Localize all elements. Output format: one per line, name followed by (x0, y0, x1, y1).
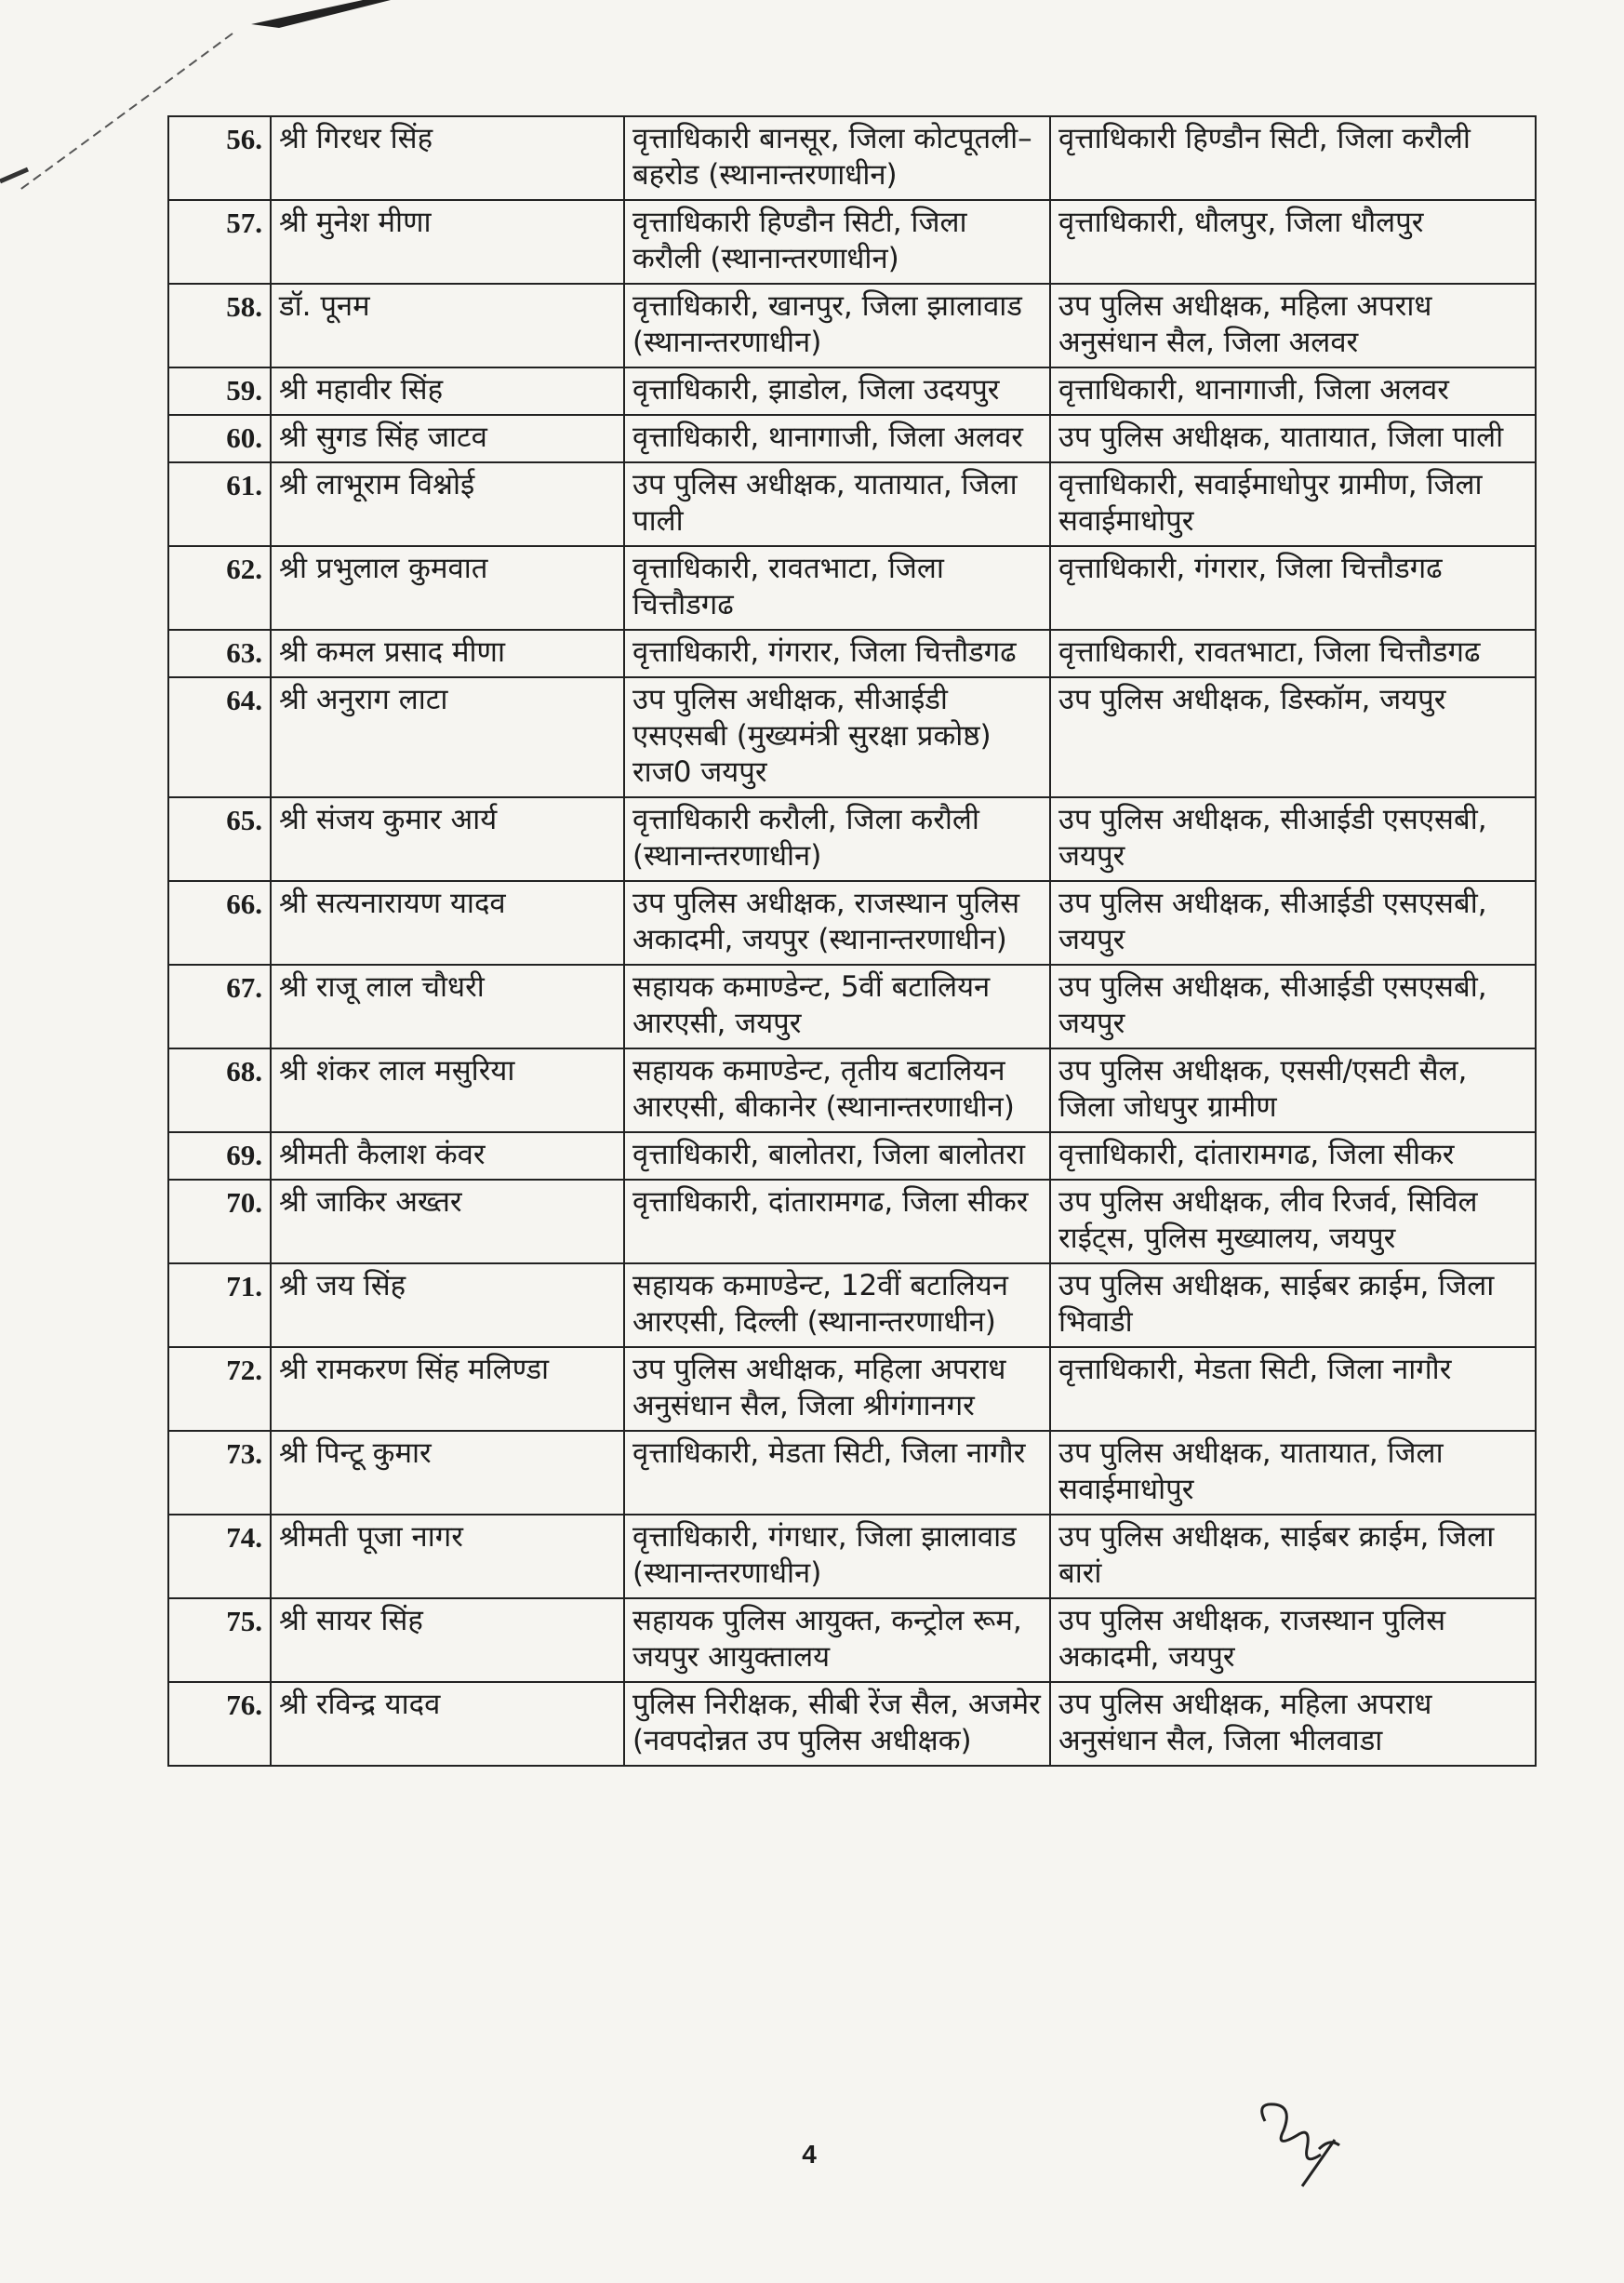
new-posting-cell: उप पुलिस अधीक्षक, यातायात, जिला सवाईमाधोपुर (1050, 1431, 1536, 1515)
serial-number-cell: 75. (168, 1598, 271, 1682)
table-row (168, 284, 1536, 367)
serial-number-cell: 64. (168, 677, 271, 797)
serial-number-cell: 65. (168, 797, 271, 881)
serial-number-cell: 69. (168, 1132, 271, 1180)
officer-name-cell: श्री लाभूराम विश्नोई (271, 462, 624, 546)
table-row (168, 1598, 1536, 1682)
transfer-table-body (168, 116, 1536, 1766)
officer-name-cell: श्री सत्यनारायण यादव (271, 881, 624, 965)
current-posting-cell: वृत्ताधिकारी बानसूर, जिला कोटपूतली–बहरोड (स्थानान्तरणाधीन) (624, 116, 1050, 200)
current-posting-cell: पुलिस निरीक्षक, सीबी रेंज सैल, अजमेर (नवपदोन्नत उप पुलिस अधीक्षक) (624, 1682, 1050, 1766)
table-row (168, 1263, 1536, 1347)
officer-name-cell: श्री जय सिंह (271, 1263, 624, 1347)
officer-name-cell: श्रीमती कैलाश कंवर (271, 1132, 624, 1180)
officer-name-cell: श्री संजय कुमार आर्य (271, 797, 624, 881)
table-row (168, 367, 1536, 415)
officer-name-cell: श्री प्रभुलाल कुमवात (271, 546, 624, 630)
new-posting-cell: उप पुलिस अधीक्षक, सीआईडी एसएसबी, जयपुर (1050, 965, 1536, 1048)
current-posting-cell: वृत्ताधिकारी, दांतारामगढ, जिला सीकर (624, 1180, 1050, 1263)
serial-number-cell: 73. (168, 1431, 271, 1515)
current-posting-cell: सहायक पुलिस आयुक्त, कन्ट्रोल रूम, जयपुर आयुक्तालय (624, 1598, 1050, 1682)
officer-name-cell: श्री मुनेश मीणा (271, 200, 624, 284)
transfer-table (167, 115, 1537, 1767)
officer-name-cell: श्री पिन्टू कुमार (271, 1431, 624, 1515)
new-posting-cell: वृत्ताधिकारी, मेडता सिटी, जिला नागौर (1050, 1347, 1536, 1431)
officer-name-cell: श्री सायर सिंह (271, 1598, 624, 1682)
table-row (168, 200, 1536, 284)
table-row (168, 1132, 1536, 1180)
table-row (168, 1515, 1536, 1598)
table-row (168, 677, 1536, 797)
officer-name-cell: डॉ. पूनम (271, 284, 624, 367)
officer-name-cell: श्री राजू लाल चौधरी (271, 965, 624, 1048)
table-row (168, 1048, 1536, 1132)
current-posting-cell: उप पुलिस अधीक्षक, सीआईडी एसएसबी (मुख्यमंत्री सुरक्षा प्रकोष्ठ) राज0 जयपुर (624, 677, 1050, 797)
serial-number-cell: 70. (168, 1180, 271, 1263)
serial-number-cell: 66. (168, 881, 271, 965)
current-posting-cell: उप पुलिस अधीक्षक, महिला अपराध अनुसंधान सैल, जिला श्रीगंगानगर (624, 1347, 1050, 1431)
serial-number-cell: 59. (168, 367, 271, 415)
signature-mark (1246, 2084, 1395, 2196)
current-posting-cell: वृत्ताधिकारी, झाडोल, जिला उदयपुर (624, 367, 1050, 415)
serial-number-cell: 72. (168, 1347, 271, 1431)
officer-name-cell: श्री अनुराग लाटा (271, 677, 624, 797)
new-posting-cell: उप पुलिस अधीक्षक, साईबर क्राईम, जिला बारां (1050, 1515, 1536, 1598)
table-row (168, 1347, 1536, 1431)
new-posting-cell: वृत्ताधिकारी, सवाईमाधोपुर ग्रामीण, जिला सवाईमाधोपुर (1050, 462, 1536, 546)
serial-number-cell: 68. (168, 1048, 271, 1132)
current-posting-cell: वृत्ताधिकारी, रावतभाटा, जिला चित्तौडगढ (624, 546, 1050, 630)
officer-name-cell: श्री रामकरण सिंह मलिण्डा (271, 1347, 624, 1431)
officer-name-cell: श्री शंकर लाल मसुरिया (271, 1048, 624, 1132)
current-posting-cell: वृत्ताधिकारी, खानपुर, जिला झालावाड (स्थानान्तरणाधीन) (624, 284, 1050, 367)
new-posting-cell: वृत्ताधिकारी, धौलपुर, जिला धौलपुर (1050, 200, 1536, 284)
officer-name-cell: श्री रविन्द्र यादव (271, 1682, 624, 1766)
current-posting-cell: वृत्ताधिकारी, गंगधार, जिला झालावाड (स्थानान्तरणाधीन) (624, 1515, 1050, 1598)
current-posting-cell: वृत्ताधिकारी, बालोतरा, जिला बालोतरा (624, 1132, 1050, 1180)
current-posting-cell: वृत्ताधिकारी, थानागाजी, जिला अलवर (624, 415, 1050, 462)
officer-name-cell: श्री सुगड सिंह जाटव (271, 415, 624, 462)
new-posting-cell: उप पुलिस अधीक्षक, महिला अपराध अनुसंधान सैल, जिला भीलवाडा (1050, 1682, 1536, 1766)
new-posting-cell: उप पुलिस अधीक्षक, सीआईडी एसएसबी, जयपुर (1050, 797, 1536, 881)
officer-name-cell: श्री कमल प्रसाद मीणा (271, 630, 624, 677)
new-posting-cell: उप पुलिस अधीक्षक, सीआईडी एसएसबी, जयपुर (1050, 881, 1536, 965)
serial-number-cell: 62. (168, 546, 271, 630)
serial-number-cell: 57. (168, 200, 271, 284)
new-posting-cell: उप पुलिस अधीक्षक, महिला अपराध अनुसंधान सैल, जिला अलवर (1050, 284, 1536, 367)
table-row (168, 881, 1536, 965)
new-posting-cell: उप पुलिस अधीक्षक, एससी/एसटी सैल, जिला जोधपुर ग्रामीण (1050, 1048, 1536, 1132)
current-posting-cell: वृत्ताधिकारी हिण्डौन सिटी, जिला करौली (स्थानान्तरणाधीन) (624, 200, 1050, 284)
officer-name-cell: श्री गिरधर सिंह (271, 116, 624, 200)
new-posting-cell: उप पुलिस अधीक्षक, साईबर क्राईम, जिला भिवाडी (1050, 1263, 1536, 1347)
table-row (168, 965, 1536, 1048)
table-row (168, 630, 1536, 677)
serial-number-cell: 61. (168, 462, 271, 546)
new-posting-cell: वृत्ताधिकारी, गंगरार, जिला चित्तौडगढ (1050, 546, 1536, 630)
new-posting-cell: उप पुलिस अधीक्षक, डिस्कॉम, जयपुर (1050, 677, 1536, 797)
new-posting-cell: उप पुलिस अधीक्षक, यातायात, जिला पाली (1050, 415, 1536, 462)
current-posting-cell: वृत्ताधिकारी, मेडता सिटी, जिला नागौर (624, 1431, 1050, 1515)
new-posting-cell: उप पुलिस अधीक्षक, राजस्थान पुलिस अकादमी, जयपुर (1050, 1598, 1536, 1682)
current-posting-cell: सहायक कमाण्डेन्ट, तृतीय बटालियन आरएसी, बीकानेर (स्थानान्तरणाधीन) (624, 1048, 1050, 1132)
table-row (168, 415, 1536, 462)
serial-number-cell: 58. (168, 284, 271, 367)
page-number: 4 (802, 2140, 817, 2169)
officer-name-cell: श्री महावीर सिंह (271, 367, 624, 415)
table-row (168, 1431, 1536, 1515)
current-posting-cell: सहायक कमाण्डेन्ट, 12वीं बटालियन आरएसी, दिल्ली (स्थानान्तरणाधीन) (624, 1263, 1050, 1347)
new-posting-cell: उप पुलिस अधीक्षक, लीव रिजर्व, सिविल राईट्स, पुलिस मुख्यालय, जयपुर (1050, 1180, 1536, 1263)
current-posting-cell: वृत्ताधिकारी करौली, जिला करौली (स्थानान्तरणाधीन) (624, 797, 1050, 881)
officer-name-cell: श्रीमती पूजा नागर (271, 1515, 624, 1598)
current-posting-cell: उप पुलिस अधीक्षक, यातायात, जिला पाली (624, 462, 1050, 546)
new-posting-cell: वृत्ताधिकारी, रावतभाटा, जिला चित्तौडगढ (1050, 630, 1536, 677)
serial-number-cell: 76. (168, 1682, 271, 1766)
serial-number-cell: 74. (168, 1515, 271, 1598)
serial-number-cell: 60. (168, 415, 271, 462)
table-row (168, 797, 1536, 881)
serial-number-cell: 71. (168, 1263, 271, 1347)
current-posting-cell: उप पुलिस अधीक्षक, राजस्थान पुलिस अकादमी, जयपुर (स्थानान्तरणाधीन) (624, 881, 1050, 965)
serial-number-cell: 56. (168, 116, 271, 200)
table-row (168, 462, 1536, 546)
serial-number-cell: 67. (168, 965, 271, 1048)
table-row (168, 1180, 1536, 1263)
table-row (168, 1682, 1536, 1766)
new-posting-cell: वृत्ताधिकारी, दांतारामगढ, जिला सीकर (1050, 1132, 1536, 1180)
new-posting-cell: वृत्ताधिकारी हिण्डौन सिटी, जिला करौली (1050, 116, 1536, 200)
table-row (168, 546, 1536, 630)
serial-number-cell: 63. (168, 630, 271, 677)
officer-name-cell: श्री जाकिर अख्तर (271, 1180, 624, 1263)
current-posting-cell: सहायक कमाण्डेन्ट, 5वीं बटालियन आरएसी, जयपुर (624, 965, 1050, 1048)
table-row (168, 116, 1536, 200)
new-posting-cell: वृत्ताधिकारी, थानागाजी, जिला अलवर (1050, 367, 1536, 415)
current-posting-cell: वृत्ताधिकारी, गंगरार, जिला चित्तौडगढ (624, 630, 1050, 677)
